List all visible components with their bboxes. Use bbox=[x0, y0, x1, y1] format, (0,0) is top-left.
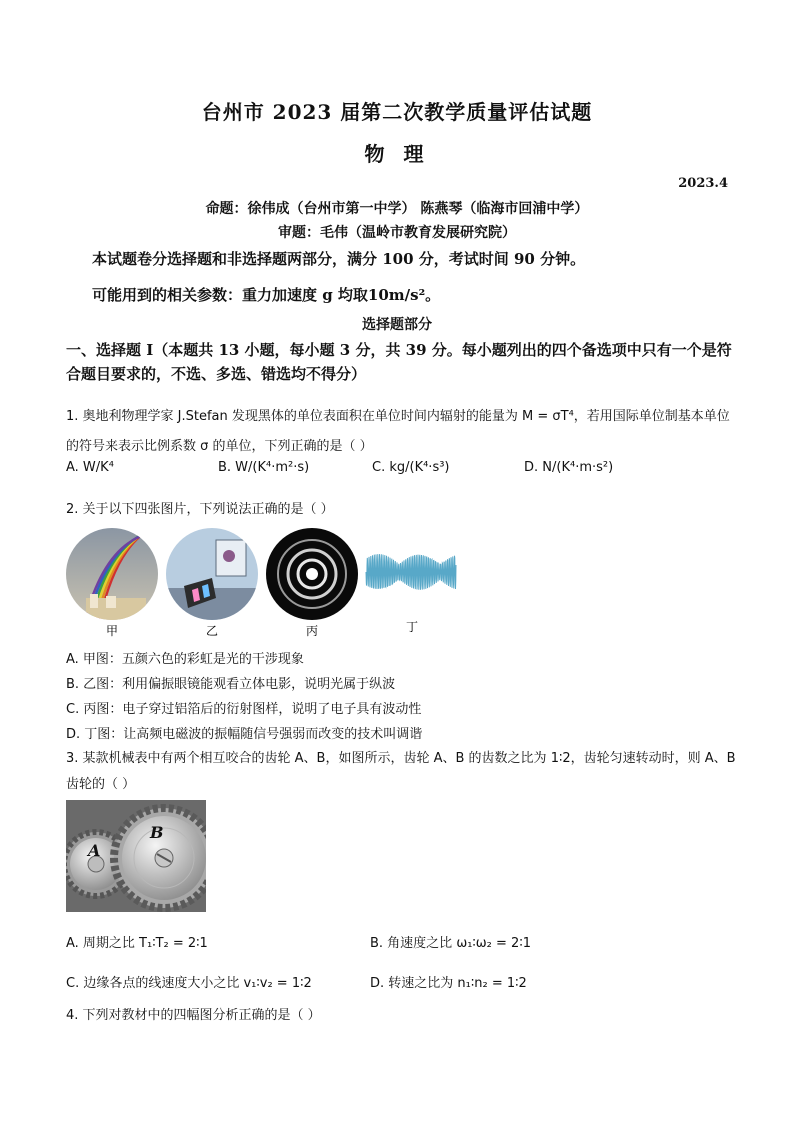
question-4: 4. 下列对教材中的四幅图分析正确的是（ ） bbox=[66, 1008, 321, 1023]
q3-option-a: A. 周期之比 T₁∶T₂ = 2∶1 bbox=[66, 936, 208, 951]
question-2: 2. 关于以下四张图片，下列说法正确的是（ ） bbox=[66, 502, 334, 517]
caption-jia: 甲 bbox=[105, 624, 119, 638]
question-1: 1. 奥地利物理学家 J.Stefan 发现黑体的单位表面积在单位时间内辐射的能量为 M = σT⁴，若用国际单位制基本单位的符号来表示比例系数 σ 的单位，下列正确的是（ ） bbox=[66, 409, 730, 454]
section-title: 选择题部分 bbox=[362, 317, 432, 333]
q3-option-c: C. 边缘各点的线速度大小之比 v₁∶v₂ = 1∶2 bbox=[66, 976, 312, 991]
authors-line: 命题：徐伟成（台州市第一中学） 陈燕琴（临海市回浦中学） bbox=[205, 201, 589, 217]
q2-figures bbox=[66, 528, 466, 640]
q2-option-a: A. 甲图：五颜六色的彩虹是光的干涉现象 bbox=[66, 652, 304, 667]
intro-text: 本试题卷分选择题和非选择题两部分，满分 100 分，考试时间 90 分钟。 bbox=[92, 250, 586, 268]
subject-title: 物 理 bbox=[364, 142, 430, 166]
rainbow-figure bbox=[66, 528, 162, 638]
reviewer-line: 审题：毛伟（温岭市教育发展研究院） bbox=[278, 225, 516, 241]
q3-option-d: D. 转速之比为 n₁∶n₂ = 1∶2 bbox=[370, 976, 527, 991]
caption-yi: 乙 bbox=[205, 624, 219, 638]
q3-option-b: B. 角速度之比 ω₁∶ω₂ = 2∶1 bbox=[370, 936, 531, 951]
q1-option-a: A. W/K⁴ bbox=[66, 460, 114, 475]
caption-bing: 丙 bbox=[305, 624, 319, 638]
electron-diffraction-figure bbox=[266, 528, 358, 620]
polarizer-figure bbox=[166, 528, 258, 628]
part-heading: 一、选择题 I（本题共 13 小题，每小题 3 分，共 39 分。每小题列出的四个备选项中只有一个是符合题目要求的，不选、多选、错选均不得分） bbox=[66, 341, 732, 383]
q1-option-c: C. kg/(K⁴·s³) bbox=[372, 460, 450, 475]
q2-option-d: D. 丁图：让高频电磁波的振幅随信号强弱而改变的技术叫调谐 bbox=[66, 727, 423, 742]
q2-option-b: B. 乙图：利用偏振眼镜能观看立体电影，说明光属于纵波 bbox=[66, 677, 396, 692]
caption-ding: 丁 bbox=[405, 620, 419, 634]
gear-a-label: A bbox=[88, 841, 101, 860]
gear-figure bbox=[66, 800, 206, 912]
gear-b-label: B bbox=[150, 823, 164, 842]
parameters-text: 可能用到的相关参数：重力加速度 g 均取10m/s²。 bbox=[92, 286, 441, 304]
modulated-wave-figure bbox=[366, 554, 456, 590]
exam-title: 台州市 2023 届第二次教学质量评估试题 bbox=[201, 100, 593, 124]
q1-option-b: B. W/(K⁴·m²·s) bbox=[218, 460, 310, 475]
q1-option-d: D. N/(K⁴·m·s²) bbox=[524, 460, 614, 475]
question-3: 3. 某款机械表中有两个相互咬合的齿轮 A、B，如图所示，齿轮 A、B 的齿数之比为 1∶2，齿轮匀速转动时，则 A、B 齿轮的（ ） bbox=[66, 751, 736, 792]
q2-option-c: C. 丙图：电子穿过铝箔后的衍射图样，说明了电子具有波动性 bbox=[66, 702, 422, 717]
exam-date: 2023.4 bbox=[678, 176, 728, 191]
